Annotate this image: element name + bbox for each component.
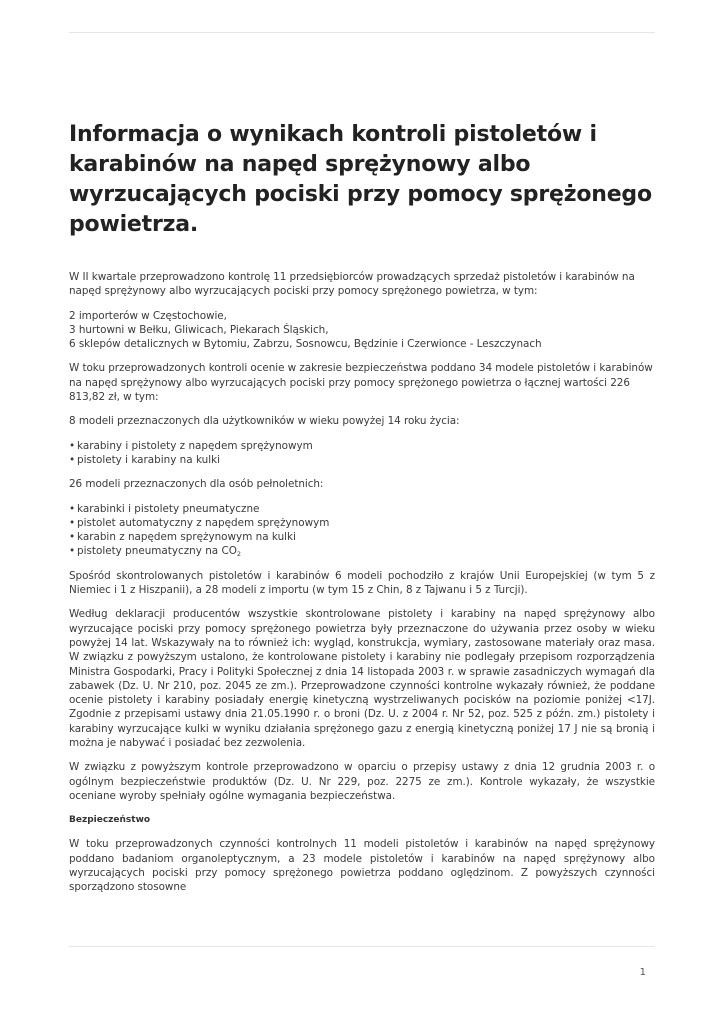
list-item	[69, 544, 655, 558]
group2-list	[69, 502, 655, 559]
entities-paragraph	[69, 309, 655, 352]
section-heading: Bezpieczeństwo	[69, 815, 151, 826]
models-paragraph: W toku przeprowadzonych kontroli ocenie w zakresie bezpieczeństwa poddano 34 modele pistoletów i karabinów na napęd sprężynowy albo wyrzucających pociski przy pomocy sprężonego powietrza o łącznej wartości 226 813,82 zł, w tym:	[69, 362, 653, 404]
declaration-paragraph: Według deklaracji producentów wszystkie skontrolowane pistolety i karabiny na napęd sprężynowy albo wyrzucające pociski przy pomocy sprężonego powietrza były przeznaczone do używania przez osoby w wieku powyżej 14 lat. Wskazywały na to również ich: wygląd, konstrukcja, wymiary, zastosowane materiały oraz masa. W związku z powyższym ustalono, że kontrolowane pistolety i karabiny nie podlegały przepisom rozporządzenia Ministra Gospodarki, Pracy i Polityki Społecznej z dnia 14 listopada 2003 r. w sprawie zasadniczych wymagań dla zabawek (Dz. U. Nr 210, poz. 2045 ze zm.). Przeprowadzone czynności kontrolne wykazały również, że poddane ocenie pistolety i karabiny posiadały energię kinetyczną wystrzeliwanych pocisków na poziomie poniżej <17J. Zgodnie z przepisami ustawy dnia 21.05.1990 r. o broni (Dz. U. z 2004 r. Nr 52, poz. 525 z późn. zm.) pistolety i karabiny wyrzucające kulki w wyniku działania sprężonego gazu z energią kinetyczną poniżej 17 J nie są bronią i można je nabywać i posiadać bez zezwolenia.	[69, 608, 655, 750]
document-body	[69, 120, 655, 904]
list-item: • pistolety i karabiny na kulki	[69, 453, 655, 467]
list-item: • pistolet automatyczny z napędem sprężynowym	[69, 516, 655, 530]
entity-line: 3 hurtowni w Bełku, Gliwicach, Piekarach Śląskich,	[69, 323, 329, 336]
entity-line: 6 sklepów detalicznych w Bytomiu, Zabrzu, Sosnowcu, Będzinie i Czerwionce - Leszczynach	[69, 338, 542, 351]
page-number: 1	[639, 967, 646, 978]
intro-paragraph: W II kwartale przeprowadzono kontrolę 11 przedsiębiorców prowadzących sprzedaż pistoletów i karabinów na napęd sprężynowy albo wyrzucających pociski przy pomocy sprężonego powietrza, w tym:	[69, 271, 635, 298]
group1-list	[69, 439, 655, 468]
list-item: • karabinki i pistolety pneumatyczne	[69, 502, 655, 516]
group1-paragraph: 8 modeli przeznaczonych dla użytkowników w wieku powyżej 14 roku życia:	[69, 415, 460, 428]
entity-line: 2 importerów w Częstochowie,	[69, 309, 227, 322]
safety-law-paragraph: W związku z powyższym kontrole przeprowadzono w oparciu o przepisy ustawy z dnia 12 grudnia 2003 r. o ogólnym bezpieczeństwie produktów (Dz. U. Nr 229, poz. 2275 ze zm.). Kontrole wykazały, że wszystkie oceniane wyroby spełniały ogólne wymagania bezpieczeństwa.	[69, 761, 655, 802]
header-divider	[69, 32, 655, 33]
document-title: Informacja o wynikach kontroli pistoletów i karabinów na napęd sprężynowy albo wyrzucających pociski przy pomocy sprężonego powietrza.	[69, 122, 652, 237]
list-item: • karabin z napędem sprężynowym na kulki	[69, 530, 655, 544]
origin-paragraph: Spośród skontrolowanych pistoletów i karabinów 6 modeli pochodziło z krajów Unii Europejskiej (w tym 5 z Niemiec i 1 z Hiszpanii), a 28 modeli z importu (w tym 15 z Chin, 8 z Tajwanu i 5 z Turcji).	[69, 569, 655, 597]
safety-paragraph: W toku przeprowadzonych czynności kontrolnych 11 modeli pistoletów i karabinów na napęd sprężynowy poddano badaniom organoleptycznym, a 23 modele pistoletów i karabinów na napęd sprężynowy albo wyrzucających pociski przy pomocy sprężonego powietrza poddano oględzinom. Z powyższych czynności sporządzono stosowne	[69, 838, 655, 894]
footer-divider	[69, 946, 655, 947]
subscript: 2	[236, 550, 242, 559]
list-item-text: pistolety pneumatyczny na CO	[77, 545, 237, 558]
list-item: • karabiny i pistolety z napędem sprężynowym	[69, 439, 655, 453]
group2-paragraph: 26 modeli przeznaczonych dla osób pełnoletnich:	[69, 478, 324, 491]
